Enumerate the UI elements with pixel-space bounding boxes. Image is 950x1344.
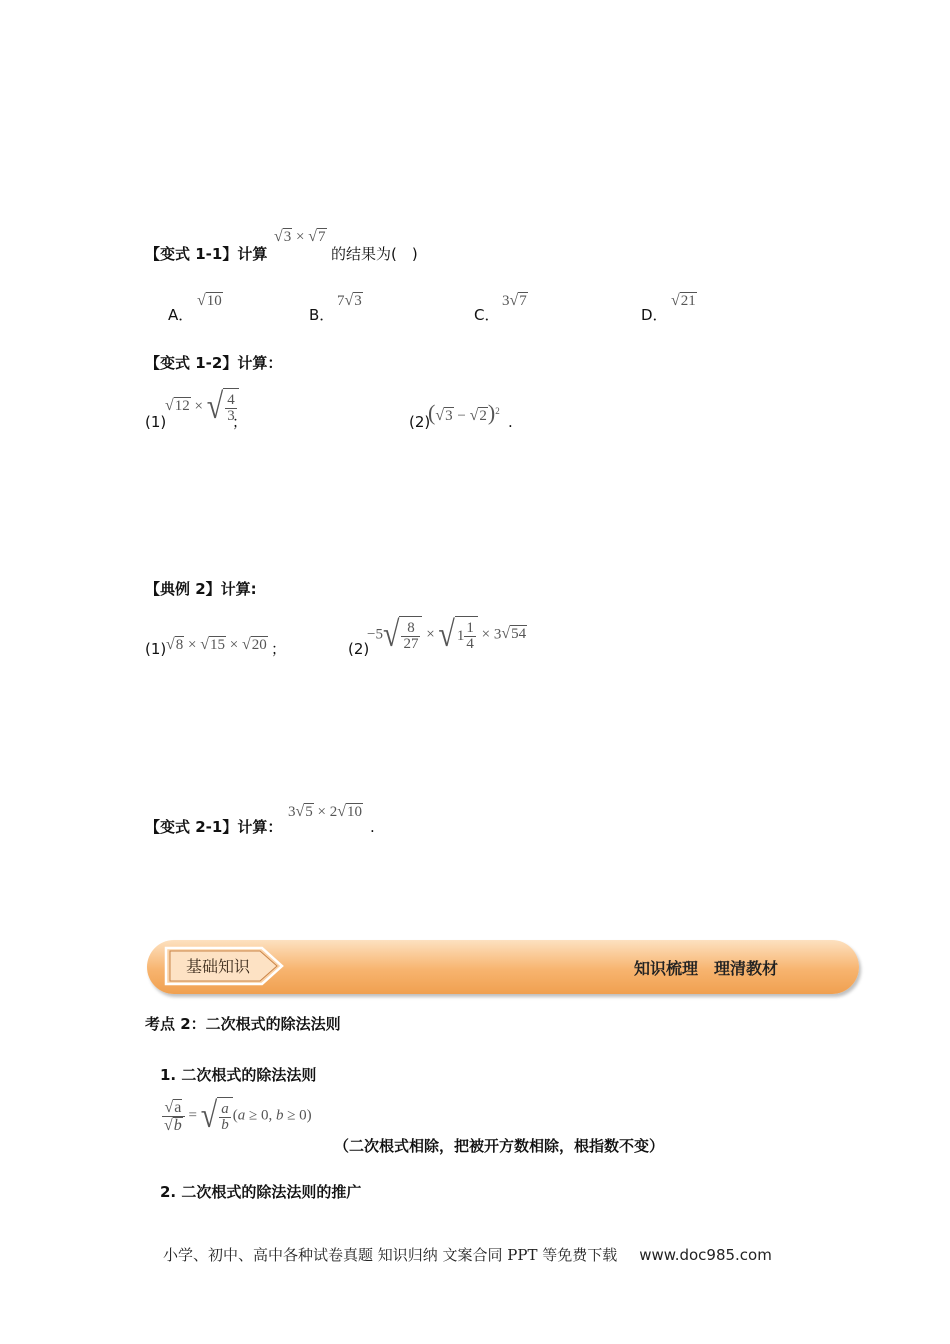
example-2-part2-expression: −5 √ $\frac{8}{27}$ × √ 1 $\frac{1}{4}$ × 3√54 xyxy=(367,614,527,655)
option-a-letter: A． xyxy=(168,306,194,324)
variant-2-1-label: 【变式 2-1】计算： xyxy=(145,818,283,836)
variant-2-1-end: . xyxy=(370,818,375,836)
example-2-part1-end: ； xyxy=(271,640,287,658)
footer-url[interactable]: www.doc985.com xyxy=(639,1246,772,1264)
division-rule-heading: 1. 二次根式的除法法则 xyxy=(160,1066,317,1084)
footer xyxy=(163,1244,772,1265)
banner-tag-label: 基础知识 xyxy=(186,957,251,976)
variant-1-1-suffix: 的结果为( ) xyxy=(331,245,418,263)
variant-1-2-part2-label: (2) xyxy=(409,413,431,431)
variant-1-2-part1-label: (1) xyxy=(145,413,167,431)
division-rule-extension-heading: 2. 二次根式的除法法则的推广 xyxy=(160,1183,362,1201)
division-rule-note: （二次根式相除，把被开方数相除，根指数不变） xyxy=(334,1137,665,1155)
variant-1-1-expression: √3 × √7 xyxy=(274,228,326,245)
knowledge-point-2-title: 考点 2：二次根式的除法法则 xyxy=(145,1015,341,1033)
example-2-part1-label: (1) xyxy=(145,640,167,658)
option-d-letter: D． xyxy=(641,306,668,324)
footer-text: 小学、初中、高中各种试卷真题 知识归纳 文案合同 PPT 等免费下载 xyxy=(163,1246,618,1264)
variant-2-1-expression: 3√5 × 2√10 xyxy=(288,803,363,820)
option-a-value: √10 xyxy=(197,292,222,309)
division-rule-formula: $\frac{√a}{√b}$ = √ $\frac{a}{b}$ (a ≥ 0, b ≥ 0) xyxy=(164,1095,312,1136)
example-2-part1-expression: √8 × √15 × √20 xyxy=(166,636,267,653)
variant-1-2-part2-expression: $(√3 - √2)^2$ xyxy=(428,400,500,425)
option-b-value: 7√3 xyxy=(337,292,362,309)
example-2-label: 【典例 2】计算: xyxy=(145,580,257,598)
variant-1-2-part2-end: . xyxy=(508,413,513,431)
variant-1-1-label: 【变式 1-1】计算 xyxy=(145,245,268,263)
variant-1-2-label: 【变式 1-2】计算： xyxy=(145,354,283,372)
option-c-value: 3√7 xyxy=(502,292,527,309)
option-d-value: √21 xyxy=(671,292,696,309)
variant-1-2-part1-end: ； xyxy=(232,413,248,431)
option-b-letter: B． xyxy=(309,306,335,324)
banner-right-text: 知识梳理 理清教材 xyxy=(634,959,779,978)
banner-tag xyxy=(164,946,274,986)
example-2-part2-label: (2) xyxy=(348,640,370,658)
variant-1-2-part1-expression: √12 × √ $\frac{4}{3}$ xyxy=(165,388,239,426)
option-c-letter: C． xyxy=(474,306,500,324)
